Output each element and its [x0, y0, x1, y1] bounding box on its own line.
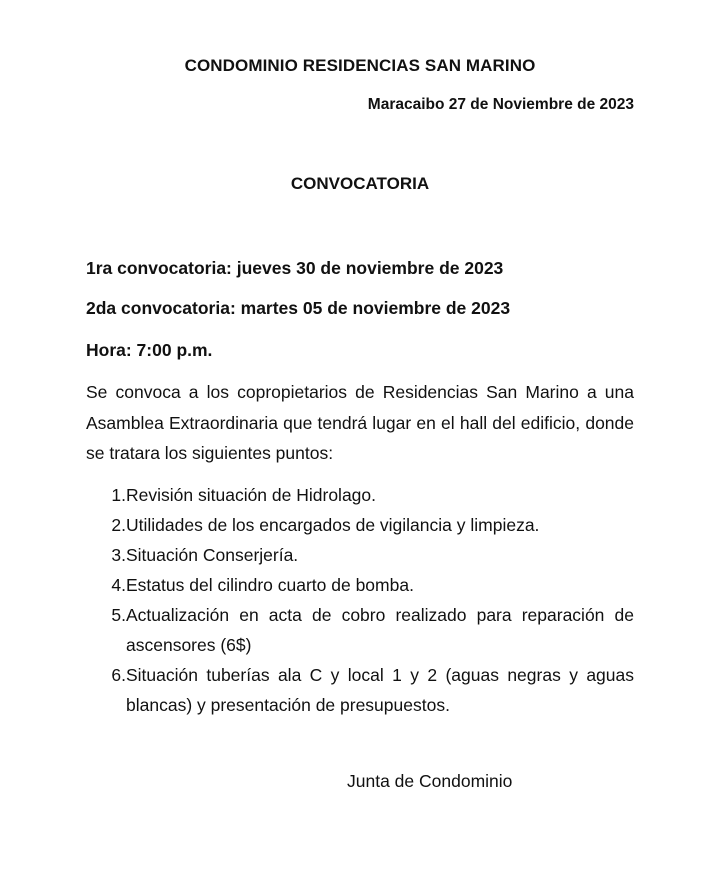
list-item-number: 5.: [111, 605, 126, 625]
list-item: [86, 570, 634, 600]
list-item: [86, 480, 634, 510]
second-call-line: 2da convocatoria: martes 05 de noviembre de 2023: [86, 298, 511, 318]
agenda-list: [86, 480, 634, 720]
list-item-text: Utilidades de los encargados de vigilancia y limpieza.: [126, 515, 540, 535]
list-item-text: Estatus del cilindro cuarto de bomba.: [126, 575, 414, 595]
page-title: CONVOCATORIA: [290, 174, 430, 193]
list-item-number: 3.: [111, 545, 126, 565]
list-item-text: Situación tuberías ala C y local 1 y 2 (aguas negras y aguas blancas) y presentación de presupuestos.: [126, 665, 634, 715]
body-paragraph: Se convoca a los copropietarios de Residencias San Marino a una Asamblea Extraordinaria que tendrá lugar en el hall del edificio, donde se tratara los siguientes puntos:: [86, 382, 634, 463]
list-item-number: 6.: [111, 665, 126, 685]
list-item: [86, 660, 634, 720]
list-item-number: 4.: [111, 575, 126, 595]
list-item-text: Actualización en acta de cobro realizado para reparación de ascensores (6$): [126, 605, 634, 655]
list-item: [86, 540, 634, 570]
first-call-line: 1ra convocatoria: jueves 30 de noviembre de 2023: [86, 258, 504, 278]
list-item-text: Situación Conserjería.: [126, 545, 299, 565]
organization-title: CONDOMINIO RESIDENCIAS SAN MARINO: [184, 56, 536, 75]
list-item: [86, 510, 634, 540]
signature: Junta de Condominio: [347, 771, 513, 791]
date-line: Maracaibo 27 de Noviembre de 2023: [367, 96, 634, 113]
time-line: Hora: 7:00 p.m.: [86, 340, 213, 360]
list-item: [86, 600, 634, 660]
list-item-number: 2.: [111, 515, 126, 535]
list-item-number: 1.: [111, 485, 126, 505]
list-item-text: Revisión situación de Hidrolago.: [126, 485, 376, 505]
